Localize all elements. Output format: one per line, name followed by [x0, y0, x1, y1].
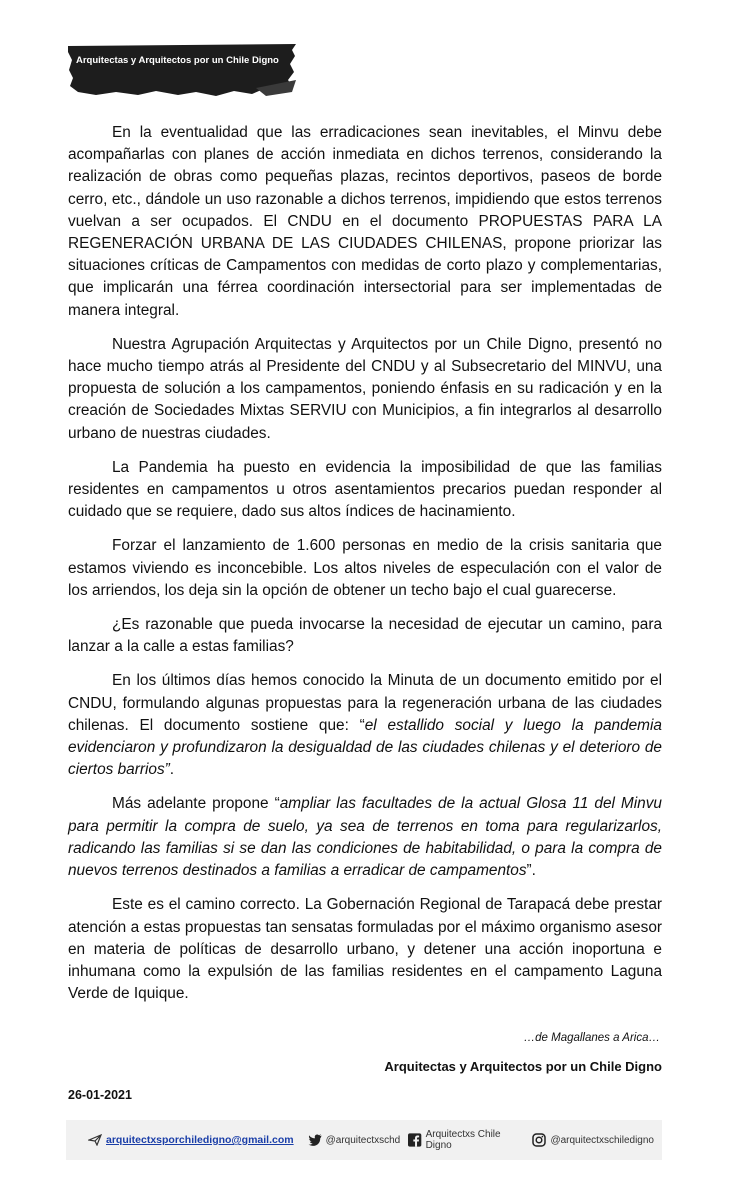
paragraph-text: En los últimos días hemos conocido la Minuta de un documento emitido por el CNDU, formulando algunas propuestas para la regeneración urbana de las ciudades chilenas. El documento sostiene que: “	[68, 672, 662, 734]
paragraph: Este es el camino correcto. La Gobernación Regional de Tarapacá debe prestar atención a estas propuestas tan sensatas formuladas por el máximo organismo asesor en materia de políticas de desarrollo urbano, y detener una acción inoportuna e inhumana como la expulsión de las familias residentes en el campamento Laguna Verde de Iquique.	[68, 896, 662, 1003]
paragraph	[68, 670, 662, 781]
paragraph: En la eventualidad que las erradicaciones sean inevitables, el Minvu debe acompañarlas con planes de acción inmediata en dichos terrenos, considerando la realización de obras como pequeñas plazas, recintos deportivos, paseos de borde cerro, etc., dándole un uso razonable a dichos terrenos, impidiendo que estos terrenos vuelvan a ser ocupados. El CNDU en el documento PROPUESTAS PARA LA REGENERACIÓN URBANA DE LAS CIUDADES CHILENAS, propone priorizar las situaciones críticas de Campamentos con medidas de corto plazo y complementarias, que implicarán una férrea coordinación intersectorial para ser implementadas de manera integral.	[68, 124, 662, 319]
header-banner	[66, 42, 298, 98]
quote-text: ampliar las facultades de la actual Glosa 11 del Minvu para permitir la compra de suelo, ya sea de terrenos en toma para regularizarlos, radicando las familias si se dan las condiciones de habitabilidad, o para la compra de nuevos terrenos destinados a familias a erradicar de campamentos	[68, 795, 662, 880]
tagline: …de Magallanes a Arica…	[523, 1032, 660, 1044]
paragraph: Forzar el lanzamiento de 1.600 personas en medio de la crisis sanitaria que estamos viviendo es inconcebible. Los altos niveles de especulación con el valor de los arriendos, los deja sin la opción de obtener un techo bajo el cual guarecerse.	[68, 537, 662, 599]
twitter-handle[interactable]: @arquitectxschd	[325, 1134, 401, 1146]
paragraph-text: .	[169, 761, 175, 779]
facebook-page[interactable]: Arquitectxs Chile Digno	[425, 1129, 501, 1151]
brush-stroke-banner	[66, 42, 298, 98]
facebook-icon	[408, 1133, 421, 1147]
instagram-handle[interactable]: @arquitectxschiledigno	[550, 1134, 654, 1146]
letter-body	[68, 122, 662, 1017]
paragraph-text: Más adelante propone “	[112, 795, 280, 813]
signature: Arquitectas y Arquitectos por un Chile Digno	[384, 1059, 662, 1074]
footer-email	[88, 1134, 294, 1146]
paragraph-text: ”.	[526, 862, 536, 880]
footer-facebook	[408, 1129, 524, 1151]
paragraph	[68, 793, 662, 882]
document-date: 26-01-2021	[68, 1088, 132, 1102]
quote-text: el estallido social y luego la pandemia evidenciaron y profundizaron la desigualdad de las ciudades chilenas y el deterioro de ciertos barrios”	[68, 716, 662, 779]
instagram-icon	[532, 1133, 546, 1147]
footer-instagram	[532, 1133, 654, 1147]
organization-title: Arquitectas y Arquitectos por un Chile Digno	[76, 55, 279, 66]
twitter-icon	[308, 1134, 322, 1146]
send-icon	[88, 1134, 102, 1146]
paragraph: ¿Es razonable que pueda invocarse la necesidad de ejecutar un camino, para lanzar a la calle a estas familias?	[68, 616, 662, 656]
footer-contact-bar	[66, 1120, 662, 1160]
paragraph: La Pandemia ha puesto en evidencia la imposibilidad de que las familias residentes en campamentos u otros asentamientos precarios puedan responder al cuidado que se requiere, dado sus altos índices de hacinamiento.	[68, 458, 662, 521]
paragraph: Nuestra Agrupación Arquitectas y Arquitectos por un Chile Digno, presentó no hace mucho tiempo atrás al Presidente del CNDU y al Subsecretario del MINVU, una propuesta de solución a los campamentos, poniendo énfasis en su radicación y en la creación de Sociedades Mixtas SERVIU con Municipios, a fin integrarlos al desarrollo urbano de nuestras ciudades.	[68, 335, 662, 442]
footer-twitter	[308, 1134, 401, 1146]
email-link[interactable]: arquitectxsporchiledigno@gmail.com	[106, 1134, 294, 1146]
